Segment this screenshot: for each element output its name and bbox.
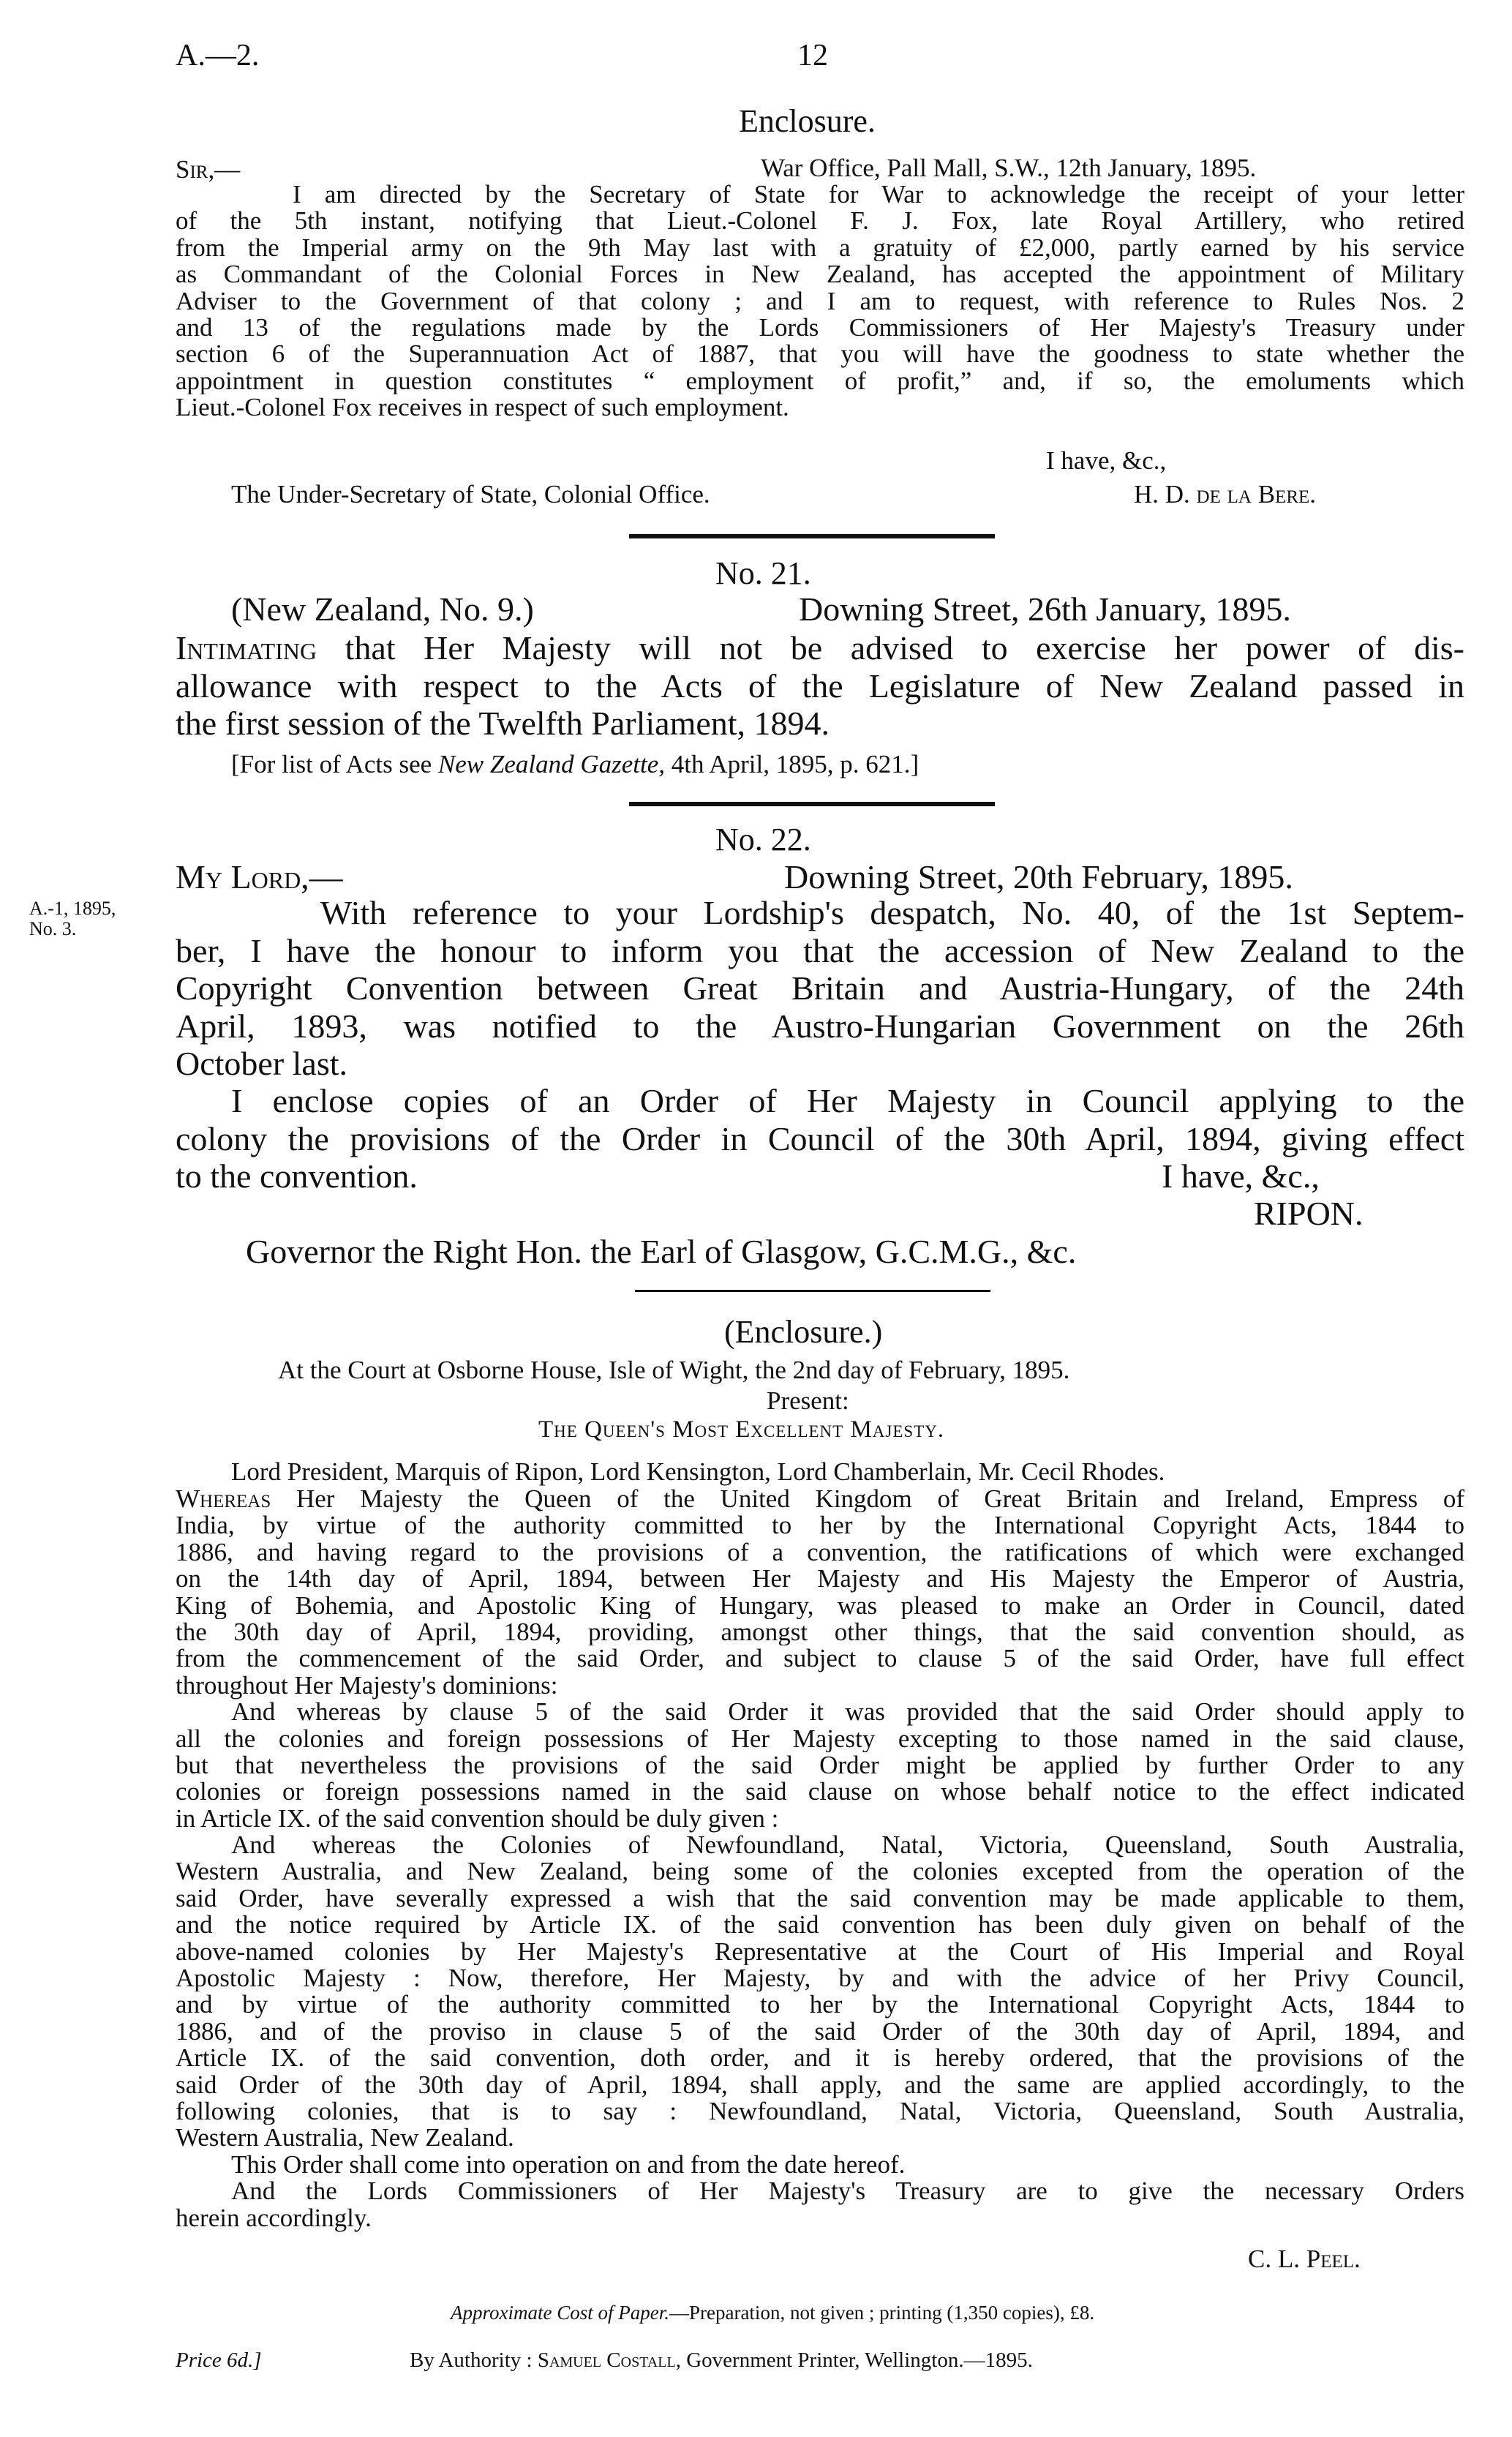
text-line: 1886, and of the proviso in clause 5 of the said Order of the 30th day of April, 1894, and	[176, 2018, 1464, 2046]
authority-line	[410, 2348, 1033, 2373]
margin-note	[29, 898, 116, 939]
text-line: said Order of the 30th day of April, 1894, shall apply, and the same are applied accordingly, to the	[176, 2071, 1464, 2098]
text-fragment: that Her Majesty will not be advised to exercise her power of dis-	[345, 629, 1464, 666]
signature-de-la-bere: H. D. de la Bere.	[1134, 480, 1317, 508]
acts-list-note	[231, 750, 919, 779]
no-22-dateline: Downing Street, 20th February, 1895.	[784, 858, 1293, 895]
no-22-heading: No. 22.	[715, 822, 811, 857]
text-line: in Article IX. of the said convention should be duly given :	[176, 1803, 779, 1833]
note-suffix: 4th April, 1895, p. 621.]	[665, 750, 919, 778]
page-number: 12	[797, 39, 828, 72]
text-line: as Commandant of the Colonial Forces in New Zealand, has accepted the appointment of Military	[176, 261, 1464, 288]
text-line: And the Lords Commissioners of Her Majesty's Treasury are to give the necessary Orders	[231, 2178, 1464, 2205]
text-line: Apostolic Majesty : Now, therefore, Her Majesty, by and with the advice of her Privy Council,	[176, 1965, 1464, 1992]
text-line: but that nevertheless the provisions of the said Order might be applied by further Order to any	[176, 1751, 1464, 1779]
text-line: the 30th day of April, 1894, providing, amongst other things, that the said convention should, as	[176, 1618, 1464, 1646]
gazette-title: New Zealand Gazette,	[437, 750, 666, 778]
text-line: and 13 of the regulations made by the Lords Commissioners of Her Majesty's Treasury under	[176, 314, 1464, 342]
no-22-body-para1	[176, 894, 1464, 1083]
lead-word-whereas: Whereas	[176, 1486, 271, 1513]
section-rule-thin	[635, 1290, 990, 1292]
text-line: This Order shall come into operation on and from the date hereof.	[231, 2149, 906, 2179]
text-line	[176, 629, 1464, 667]
text-line: colony the provisions of the Order in Council of the 30th April, 1894, giving effect	[176, 1119, 1464, 1157]
text-line: colonies or foreign possessions named in the said clause on whose behalf notice to the effect indicated	[176, 1779, 1464, 1806]
text-line: all the colonies and foreign possessions of Her Majesty excepting to those named in the said clause,	[176, 1725, 1464, 1752]
section-rule	[629, 534, 995, 538]
text-line	[176, 1486, 1464, 1512]
text-line: 1886, and having regard to the provisions of a convention, the ratifications of which were exchanged	[176, 1539, 1464, 1566]
closing-i-have: I have, &c.,	[1046, 446, 1167, 475]
text-line: herein accordingly.	[176, 2203, 372, 2232]
lead-word-intimating: Intimating	[176, 629, 317, 666]
text-line: the first session of the Twelfth Parliament, 1894.	[176, 705, 830, 742]
cost-of-paper	[451, 2302, 1094, 2324]
note-prefix: [For list of Acts see	[231, 750, 438, 778]
price	[176, 2348, 262, 2373]
court-line: At the Court at Osborne House, Isle of Wight, the 2nd day of February, 1895.	[278, 1356, 1070, 1384]
section-rule	[629, 802, 995, 806]
text-line: section 6 of the Superannuation Act of 1887, that you will have the goodness to state whether the	[176, 341, 1464, 368]
text-line: from the Imperial army on the 9th May last with a gratuity of £2,000, partly earned by his service	[176, 234, 1464, 262]
text-line: India, by virtue of the authority committed to her by the International Copyright Acts, 1844 to	[176, 1512, 1464, 1539]
enclosure-2-heading: (Enclosure.)	[724, 1314, 883, 1350]
text-line: appointment in question constitutes “ employment of profit,” and, if so, the emoluments which	[176, 367, 1464, 395]
page-reference: A.—2.	[176, 39, 260, 72]
addressee-under-secretary: The Under-Secretary of State, Colonial Office.	[231, 480, 710, 508]
addressee-governor: Governor the Right Hon. the Earl of Glasgow, G.C.M.G., &c.	[246, 1233, 1077, 1270]
text-line: above-named colonies by Her Majesty's Representative at the Court of His Imperial and Royal	[176, 1938, 1464, 1966]
text-line: from the commencement of the said Order, and subject to clause 5 of the said Order, have full effect	[176, 1645, 1464, 1672]
text-line: on the 14th day of April, 1894, between Her Majesty and His Majesty the Emperor of Austria,	[176, 1566, 1464, 1593]
signature-ripon: RIPON.	[1254, 1195, 1364, 1232]
majesty-line: The Queen's Most Excellent Majesty.	[538, 1416, 945, 1443]
no-21-dateline: Downing Street, 26th January, 1895.	[799, 590, 1291, 628]
text-line: King of Bohemia, and Apostolic King of Hungary, was pleased to make an Order in Council, dated	[176, 1592, 1464, 1619]
authority-prefix: By Authority :	[410, 2348, 538, 2372]
text-line: throughout Her Majesty's dominions:	[176, 1670, 558, 1700]
text-line: And whereas the Colonies of Newfoundland, Natal, Victoria, Queensland, South Australia,	[231, 1832, 1464, 1859]
text-fragment: Her Majesty the Queen of the United Kingdom of Great Britain and Ireland, Empress of	[296, 1486, 1464, 1513]
text-line: April, 1893, was notified to the Austro-Hungarian Government on the 26th	[176, 1007, 1464, 1045]
text-line: ber, I have the honour to inform you that the accession of New Zealand to the	[176, 931, 1464, 969]
text-line: Adviser to the Government of that colony ; and I am to request, with reference to Rules Nos. 2	[176, 288, 1464, 315]
authority-suffix: Government Printer, Wellington.—1895.	[680, 2348, 1033, 2372]
text-line: October last.	[176, 1045, 348, 1082]
printer-name: Samuel Costall,	[537, 2348, 681, 2372]
text-line: Copyright Convention between Great Britain and Austria-Hungary, of the 24th	[176, 969, 1464, 1007]
salutation-sir: Sir,—	[176, 155, 241, 184]
cost-text: —Preparation, not given ; printing (1,350 copies), £8.	[669, 2302, 1095, 2324]
text-line: Article IX. of the said convention, doth order, and it is hereby ordered, that the provisions of the	[176, 2045, 1464, 2072]
text-line: Western Australia, and New Zealand, being some of the colonies excepted from the operation of the	[176, 1858, 1464, 1885]
text-line: I am directed by the Secretary of State for War to acknowledge the receipt of your letter	[293, 181, 1464, 209]
enclosure-heading: Enclosure.	[739, 103, 876, 139]
text-line: to the convention.	[176, 1157, 418, 1195]
text-line: of the 5th instant, notifying that Lieut.-Colonel F. J. Fox, late Royal Artillery, who retired	[176, 208, 1464, 235]
text-line: and by virtue of the authority committed to her by the International Copyright Acts, 1844 to	[176, 1991, 1464, 2019]
text-line: And whereas by clause 5 of the said Order it was provided that the said Order should apply to	[231, 1699, 1464, 1726]
signature-peel: C. L. Peel.	[1248, 2245, 1361, 2273]
no-21-body	[176, 629, 1464, 743]
no-21-reference: (New Zealand, No. 9.)	[231, 590, 534, 628]
text-line: said Order, have severally expressed a wish that the said convention may be made applicable to them,	[176, 1885, 1464, 1912]
text-line: following colonies, that is to say : Newfoundland, Natal, Victoria, Queensland, South Australia,	[176, 2098, 1464, 2125]
text-line: I enclose copies of an Order of Her Majesty in Council applying to the	[231, 1082, 1464, 1119]
salutation-my-lord: My Lord,—	[176, 858, 343, 895]
attendees-line: Lord President, Marquis of Ripon, Lord Kensington, Lord Chamberlain, Mr. Cecil Rhodes.	[231, 1457, 1165, 1486]
present-label: Present:	[767, 1386, 849, 1415]
text-line: allowance with respect to the Acts of the Legislature of New Zealand passed in	[176, 666, 1464, 705]
text-line: With reference to your Lordship's despatch, No. 40, of the 1st Septem-	[320, 894, 1464, 931]
order-body	[176, 1486, 1464, 2231]
enclosure-letter-body	[176, 181, 1464, 421]
text-line: Lieut.-Colonel Fox receives in respect of such employment.	[176, 393, 789, 422]
text-line: Western Australia, New Zealand.	[176, 2123, 514, 2152]
closing-i-have: I have, &c.,	[1162, 1157, 1320, 1195]
no-21-heading: No. 21.	[715, 555, 811, 591]
margin-note-line: A.-1, 1895,	[29, 898, 116, 919]
text-line: and the notice required by Article IX. of the said convention has been duly given on behalf of the	[176, 1912, 1464, 1939]
war-office-dateline: War Office, Pall Mall, S.W., 12th January, 1895.	[761, 154, 1257, 182]
cost-label: Approximate Cost of Paper.	[451, 2302, 669, 2324]
margin-note-line: No. 3.	[29, 918, 77, 939]
price-label: Price 6d.]	[176, 2348, 262, 2372]
